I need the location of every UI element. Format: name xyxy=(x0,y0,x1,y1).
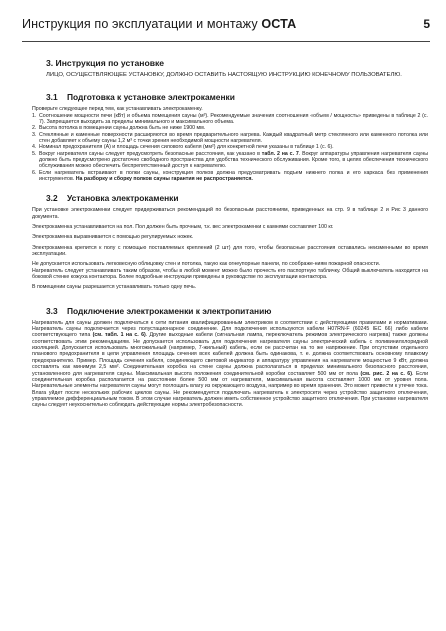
paragraph: Электрокаменка устанавливается на пол. Пол должен быть прочным, т.к. вес электрокаменки с камнями составляет 100 кг. xyxy=(32,224,334,231)
section-number: 3.2 xyxy=(46,193,58,204)
paragraph: Не допускается использовать легковесную облицовку стен и потолка, такую как огнеупорные панели, по соображе-ниям пожарной опасности. xyxy=(32,261,381,268)
section-3-note: ЛИЦО, ОСУЩЕСТВЛЯЮЩЕЕ УСТАНОВКУ, ДОЛЖНО ОСТАВИТЬ НАСТОЯЩУЮ ИНСТРУКЦИЮ КОНЕЧНОМУ ПОЛЬЗОВАТЕЛЮ. xyxy=(46,72,402,78)
list-item: 6. Если нагреватель встраивают в полки сауны, конструкция полков должна предусматривать подъем нижнего полка и его каркаса без применения инструментов. На разборку и сборку полков сауны гарантия не распространяется. xyxy=(32,169,428,182)
list-item: 1. Соотношение мощности печи (кВт) и объема помещения сауны (м³). Рекомендуемые значения соотношения «объем / мощность» приведены в таблице 2 (с. 7). Запрещается выходить за пределы минимального и максимального объема. xyxy=(32,112,428,125)
paragraph: Электрокаменка крепится к полу с помощью поставляемых креплений (2 шт) для того, чтобы безопасные расстояния оставались неизменными во время эксплуатации. xyxy=(32,244,428,258)
page-number: 5 xyxy=(423,17,430,31)
section-number: 3.1 xyxy=(46,92,58,103)
section-title: Установка электрокаменки xyxy=(67,193,179,204)
document-body xyxy=(32,50,428,413)
paragraph: Электрокаменка выравнивается с помощью регулируемых ножек. xyxy=(32,234,194,241)
paragraph: При установке электрокаменки следует придерживаться рекомендаций по безопасным расстояниям, приведенных на стр. 9 в таблице 2 и Рис 3 данного документа. xyxy=(32,207,428,220)
section-3-3-heading xyxy=(46,306,428,316)
page-title-text: Инструкция по эксплуатации и монтажу xyxy=(22,17,258,31)
section-3-1-heading xyxy=(46,92,428,102)
page-title xyxy=(22,17,296,31)
section-number: 3.3 xyxy=(46,305,58,316)
section-3-heading: 3. Инструкция по установке xyxy=(46,58,165,68)
list-item: 3. Стеклянные и каменные поверхности расширяются во время предварительного нагрева. Каждый квадратный метр стеклянного или каменного потолка или стен добавляет к объему сауны 1,2 м³ с точки зрения необходимой мощности нагревателя. xyxy=(32,131,428,144)
list-item: 2. Высота потолка в помещении сауны должна быть не ниже 1900 мм. xyxy=(32,125,206,132)
section-title: Подключение электрокаменки к электропитанию xyxy=(67,305,272,316)
section-title: Подготовка к установке электрокаменки xyxy=(67,92,235,103)
brand-name: ОСТА xyxy=(261,17,297,31)
section-3-2-heading xyxy=(46,193,428,203)
paragraph: Нагреватель следует устанавливать таким образом, чтобы в любой момент можно было прочесть его паспортную табличку. Общий выключатель находится на боковой стенке кожуха контактора. Более подробные инструкции приведены в руководстве по эксплуатации контактора. xyxy=(32,267,428,281)
paragraph: Нагреватель для сауны должен подключаться к сети питания квалифицированным электриком в соответствии с действующими правилами и нормативами. Нагреватель сауны подключается через полустационарное соединение. Для подключения используются кабели H07RN-F (60245 IEC 66) либо кабели соответствующего типа (см. табл. 1 на с. 6). Другие выходные кабели (сигнальная лампа, переключатель режимов электрического нагрева) также должны соответствовать этим рекомендациям. Не допускается использовать для подключения нагревателя сауны электрический кабель с поливинилхлоридной изоляцией. Допускается использовать многожильный (например, 7-жильный) кабель, если он рассчитан на то же напряжение. При отсутствии отдельного планового предохранителя в цепи управления площадь сечения всех кабелей должна быть одинакова, т. е. должна соответствовать основному плавкому предохранителю. Пример. Площадь сечения кабеля, соединяющего световой индикатор и аппаратуру управления на нагревателе мощностью 9 кВт, должна составлять как минимум 2,5 мм². Соединительная коробка на стене сауны должна располагаться в пределах минимального безопасного расстояния, установленного для нагревателя сауны. Максимальная высота положения соединительной коробки составляет 500 мм от пола (см. рис. 2 на с. 6). Если соединительная коробка располагается на расстоянии более 500 мм от нагревателя, максимальная высота составляет 1000 мм от уровня пола. Нагревательные элементы нагревателя сауны могут поглощать влагу из окружающего воздуха, например во время хранения. Это может привести к утечке тока. Влага уйдет после нескольких рабочих циклов сауны. Не рекомендуется подключать нагреватель к электросети через устройство защитного отключения, управляемое дифференциальным током. В этом случае нагреватель должен иметь собственное устройство защитного отключения. При установке нагревателя сауны следует неукоснительно соблюдать действующие нормы электробезопасности. xyxy=(32,319,429,409)
list-item: 4. Номинал предохранителя (А) и площадь сечения силового кабеля (мм²) для конкретной печи указаны в таблице 1 (с. 6). xyxy=(32,144,334,151)
page-header xyxy=(22,8,430,40)
section-3-1-intro: Проверьте следующее перед тем, как устанавливать электрокаменку. xyxy=(32,106,203,113)
header-divider xyxy=(22,41,430,42)
prep-checklist xyxy=(32,113,428,183)
list-item: 5. Вокруг нагревателя сауны следует предусмотреть безопасные расстояния, как указано в табл. 2 на с. 7. Вокруг аппаратуры управления нагревателя сауны должно быть предусмотрено достаточно свободного пространства для удобства технического обслуживания. Кроме того, в целях обеспечения технического обслуживания можно обеспечить беспрепятственный доступ к нагревателю. xyxy=(32,150,428,170)
paragraph: В помещении сауны разрешается устанавливать только одну печь. xyxy=(32,284,197,291)
